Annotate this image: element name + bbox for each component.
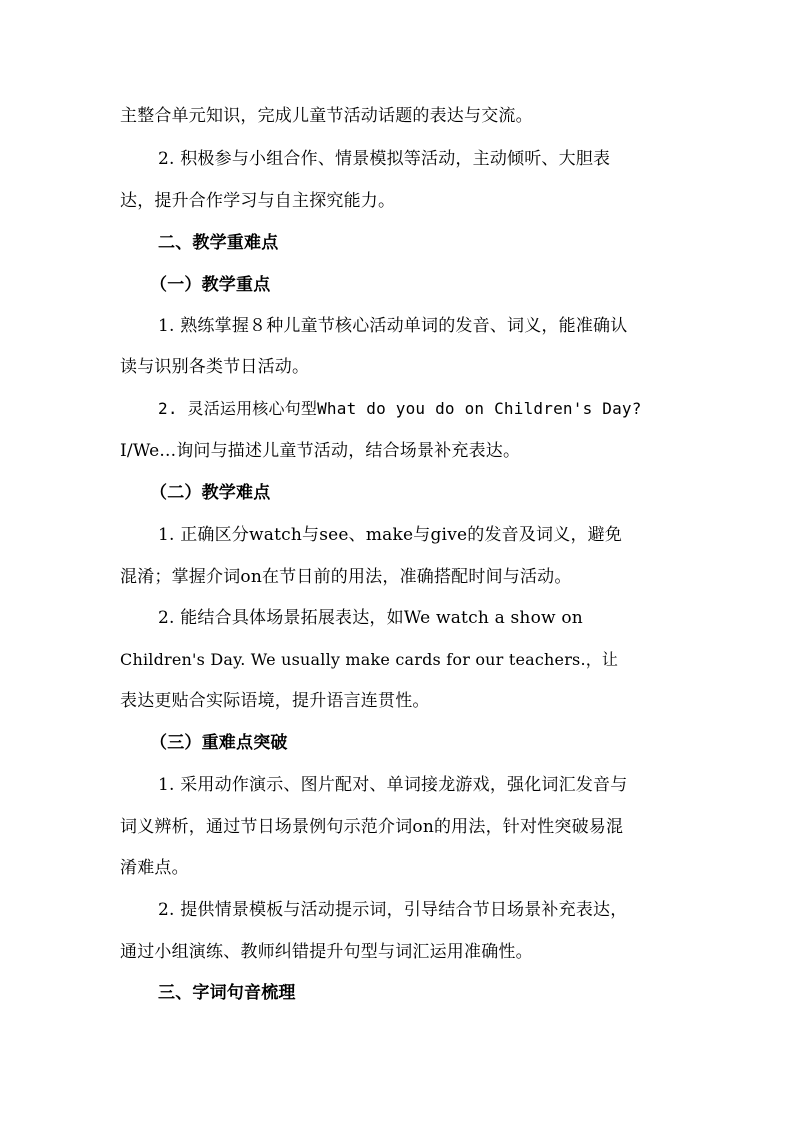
subsection-heading: （一）教学重点 [150, 275, 271, 295]
subsection-heading: （三）重难点突破 [150, 733, 288, 753]
paragraph-line: 2. 灵活运用核心句型What do you do on Children's Day? [158, 399, 642, 418]
section-heading: 三、字词句音梳理 [158, 983, 296, 1003]
paragraph-line: 2. 积极参与小组合作、情景模拟等活动，主动倾听、大胆表 [158, 149, 611, 169]
paragraph-line: 通过小组演练、教师纠错提升句型与词汇运用准确性。 [120, 942, 533, 962]
paragraph-line: 淆难点。 [120, 858, 189, 878]
paragraph-line: 词义辨析，通过节日场景例句示范介词on的用法，针对性突破易混 [120, 817, 624, 837]
paragraph-line: 1. 采用动作演示、图片配对、单词接龙游戏，强化词汇发音与 [158, 775, 628, 795]
paragraph-line: 混淆；掌握介词on在节日前的用法，准确搭配时间与活动。 [120, 567, 572, 587]
paragraph-line: 表达更贴合实际语境，提升语言连贯性。 [120, 691, 430, 711]
paragraph-line: 2. 提供情景模板与活动提示词，引导结合节日场景补充表达， [158, 900, 628, 920]
paragraph-line: 1. 正确区分watch与see、make与give的发音及词义，避免 [158, 525, 623, 545]
paragraph-line: 主整合单元知识，完成儿童节活动话题的表达与交流。 [120, 106, 533, 126]
paragraph-line: Children's Day. We usually make cards for our teachers.，让 [120, 650, 619, 669]
paragraph-line: I/We...询问与描述儿童节活动，结合场景补充表达。 [120, 441, 521, 461]
paragraph-line: 读与识别各类节日活动。 [120, 357, 310, 377]
paragraph-line: 2. 能结合具体场景拓展表达，如We watch a show on [158, 608, 583, 628]
subsection-heading: （二）教学难点 [150, 483, 271, 503]
paragraph-line: 达，提升合作学习与自主探究能力。 [120, 191, 396, 211]
paragraph-line: 1. 熟练掌握８种儿童节核心活动单词的发音、词义，能准确认 [158, 316, 628, 336]
section-heading: 二、教学重难点 [158, 233, 279, 253]
